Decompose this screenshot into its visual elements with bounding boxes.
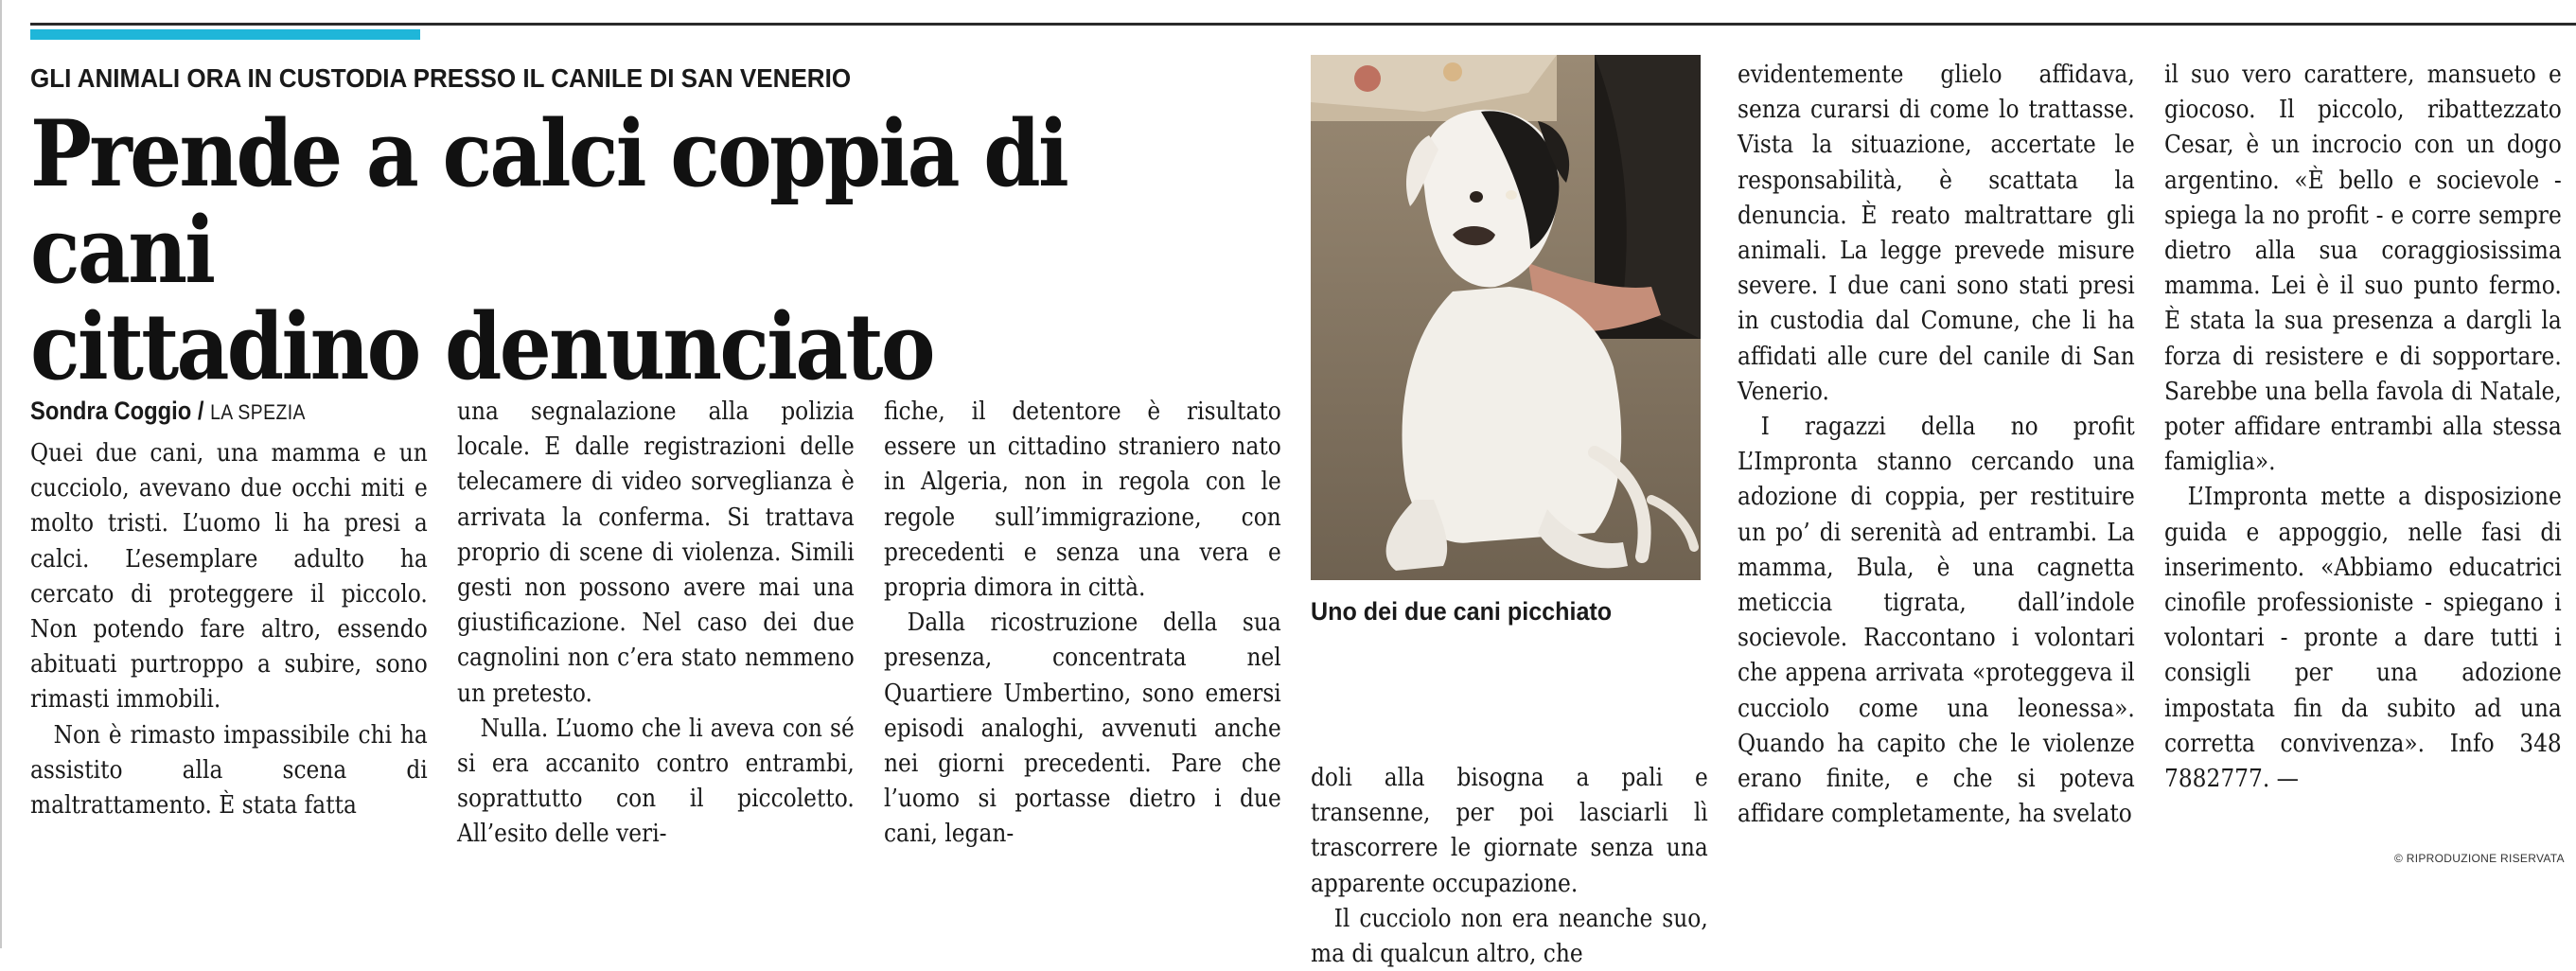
paragraph: Nulla. L’uomo che li aveva con sé si era accanito contro entrambi, soprattutto con il piccoletto. All’esito delle veri-	[457, 713, 855, 849]
paragraph: Quei due cani, una mamma e un cucciolo, avevano due occhi miti e molto tristi. L’uomo li ha presi a calci. L’esemplare adulto ha cercato di proteggere il piccolo. Non potendo fare altro, essendo abituati purtroppo a subire, sono rimasti immobili.	[30, 438, 428, 715]
paragraph: una segnalazione alla polizia locale. E dalle registrazioni delle telecamere di video sorveglianza è arrivata la conferma. Si trattava proprio di scene di violenza. Simili gesti non possono avere mai una giustificazione. Nel caso dei due cagnolini non c’era stato nemmeno un pretesto.	[457, 397, 855, 708]
paragraph: il suo vero carattere, mansueto e giocoso. Il piccolo, ribattezzato Cesar, è un incrocio con un dogo argentino. «È bello e socievole - spiega la no profit - e corre sempre dietro alla sua coraggiosissima mamma. Lei è il suo punto fermo. È stata la sua presenza a dargli la forza di resistere e di sopportare. Sarebbe una bella favola di Natale, poter affidare entrambi alla stessa famiglia».	[2164, 60, 2562, 477]
dog-photo-illustration	[1311, 55, 1701, 580]
article-column-2	[457, 394, 855, 852]
headline	[30, 100, 1223, 400]
dog-photo	[1311, 55, 1701, 580]
byline-author: Sondra Coggio	[30, 397, 192, 425]
accent-bar	[30, 29, 420, 40]
paragraph: fiche, il detentore è risultato essere un cittadino straniero nato in Algeria, non in regola con le regole sull’immigrazione, con precedenti e senza una vera e propria dimora in città.	[884, 397, 1281, 603]
paragraph: I ragazzi della no profit L’Impronta stanno cercando una adozione di coppia, per restituire un po’ di serenità ad entrambi. La mamma, Bula, è una cagnetta meticcia tigrata, dall’indole socievole. Raccontano i volontari che appena arrivata «proteggeva il cucciolo come una leonessa». Quando ha capito che le violenze erano finite, e che si poteva affidare completamente, ha svelato	[1738, 412, 2135, 829]
paragraph: Il cucciolo non era neanche suo, ma di qualcun altro, che	[1311, 903, 1708, 969]
byline-location: LA SPEZIA	[210, 400, 306, 424]
article-column-4	[1311, 760, 1708, 971]
kicker: GLI ANIMALI ORA IN CUSTODIA PRESSO IL CANILE DI SAN VENERIO	[30, 63, 852, 93]
paragraph: Non è rimasto impassibile chi ha assistito alla scena di maltrattamento. È stata fatta	[30, 719, 428, 821]
photo-caption: Uno dei due cani picchiato	[1311, 597, 1613, 626]
article-column-5	[1738, 57, 2135, 831]
article-column-3	[884, 394, 1281, 852]
paragraph: evidentemente glielo affidava, senza curarsi di come lo trattasse. Vista la situazione, accertate le responsabilità, è scattata la denuncia. È reato maltrattare gli animali. La legge prevede misure severe. I due cani sono stati presi in custodia dal Comune, che li ha affidati alle cure del canile di San Venerio.	[1738, 60, 2135, 406]
copyright-notice: © RIPRODUZIONE RISERVATA	[2394, 852, 2565, 865]
article-column-6	[2164, 57, 2562, 796]
page-edge	[0, 0, 2, 948]
article-column-1	[30, 394, 428, 822]
top-rule	[30, 23, 2576, 26]
byline-separator: /	[191, 397, 211, 425]
headline-line-2: cittadino denunciato	[30, 293, 933, 400]
headline-line-1: Prende a calci coppia di cani	[30, 100, 1067, 304]
byline	[30, 394, 428, 430]
paragraph: Dalla ricostruzione della sua presenza, concentrata nel Quartiere Umbertino, sono emersi episodi analoghi, avvenuti anche nei giorni precedenti. Pare che l’uomo si portasse dietro i due cani, legan-	[884, 608, 1281, 849]
paragraph: L’Impronta mette a disposizione guida e appoggio, nelle fasi di inserimento. «Abbiamo educatrici cinofile professioniste - spiegano i volontari - pronte a dare tutti i consigli per una adozione impostata fin da subito ad una corretta convivenza». Info 348 7882777. —	[2164, 482, 2562, 794]
paragraph: doli alla bisogna a pali e transenne, per poi lasciarli lì trascorrere le giornate senza una apparente occupazione.	[1311, 763, 1708, 898]
